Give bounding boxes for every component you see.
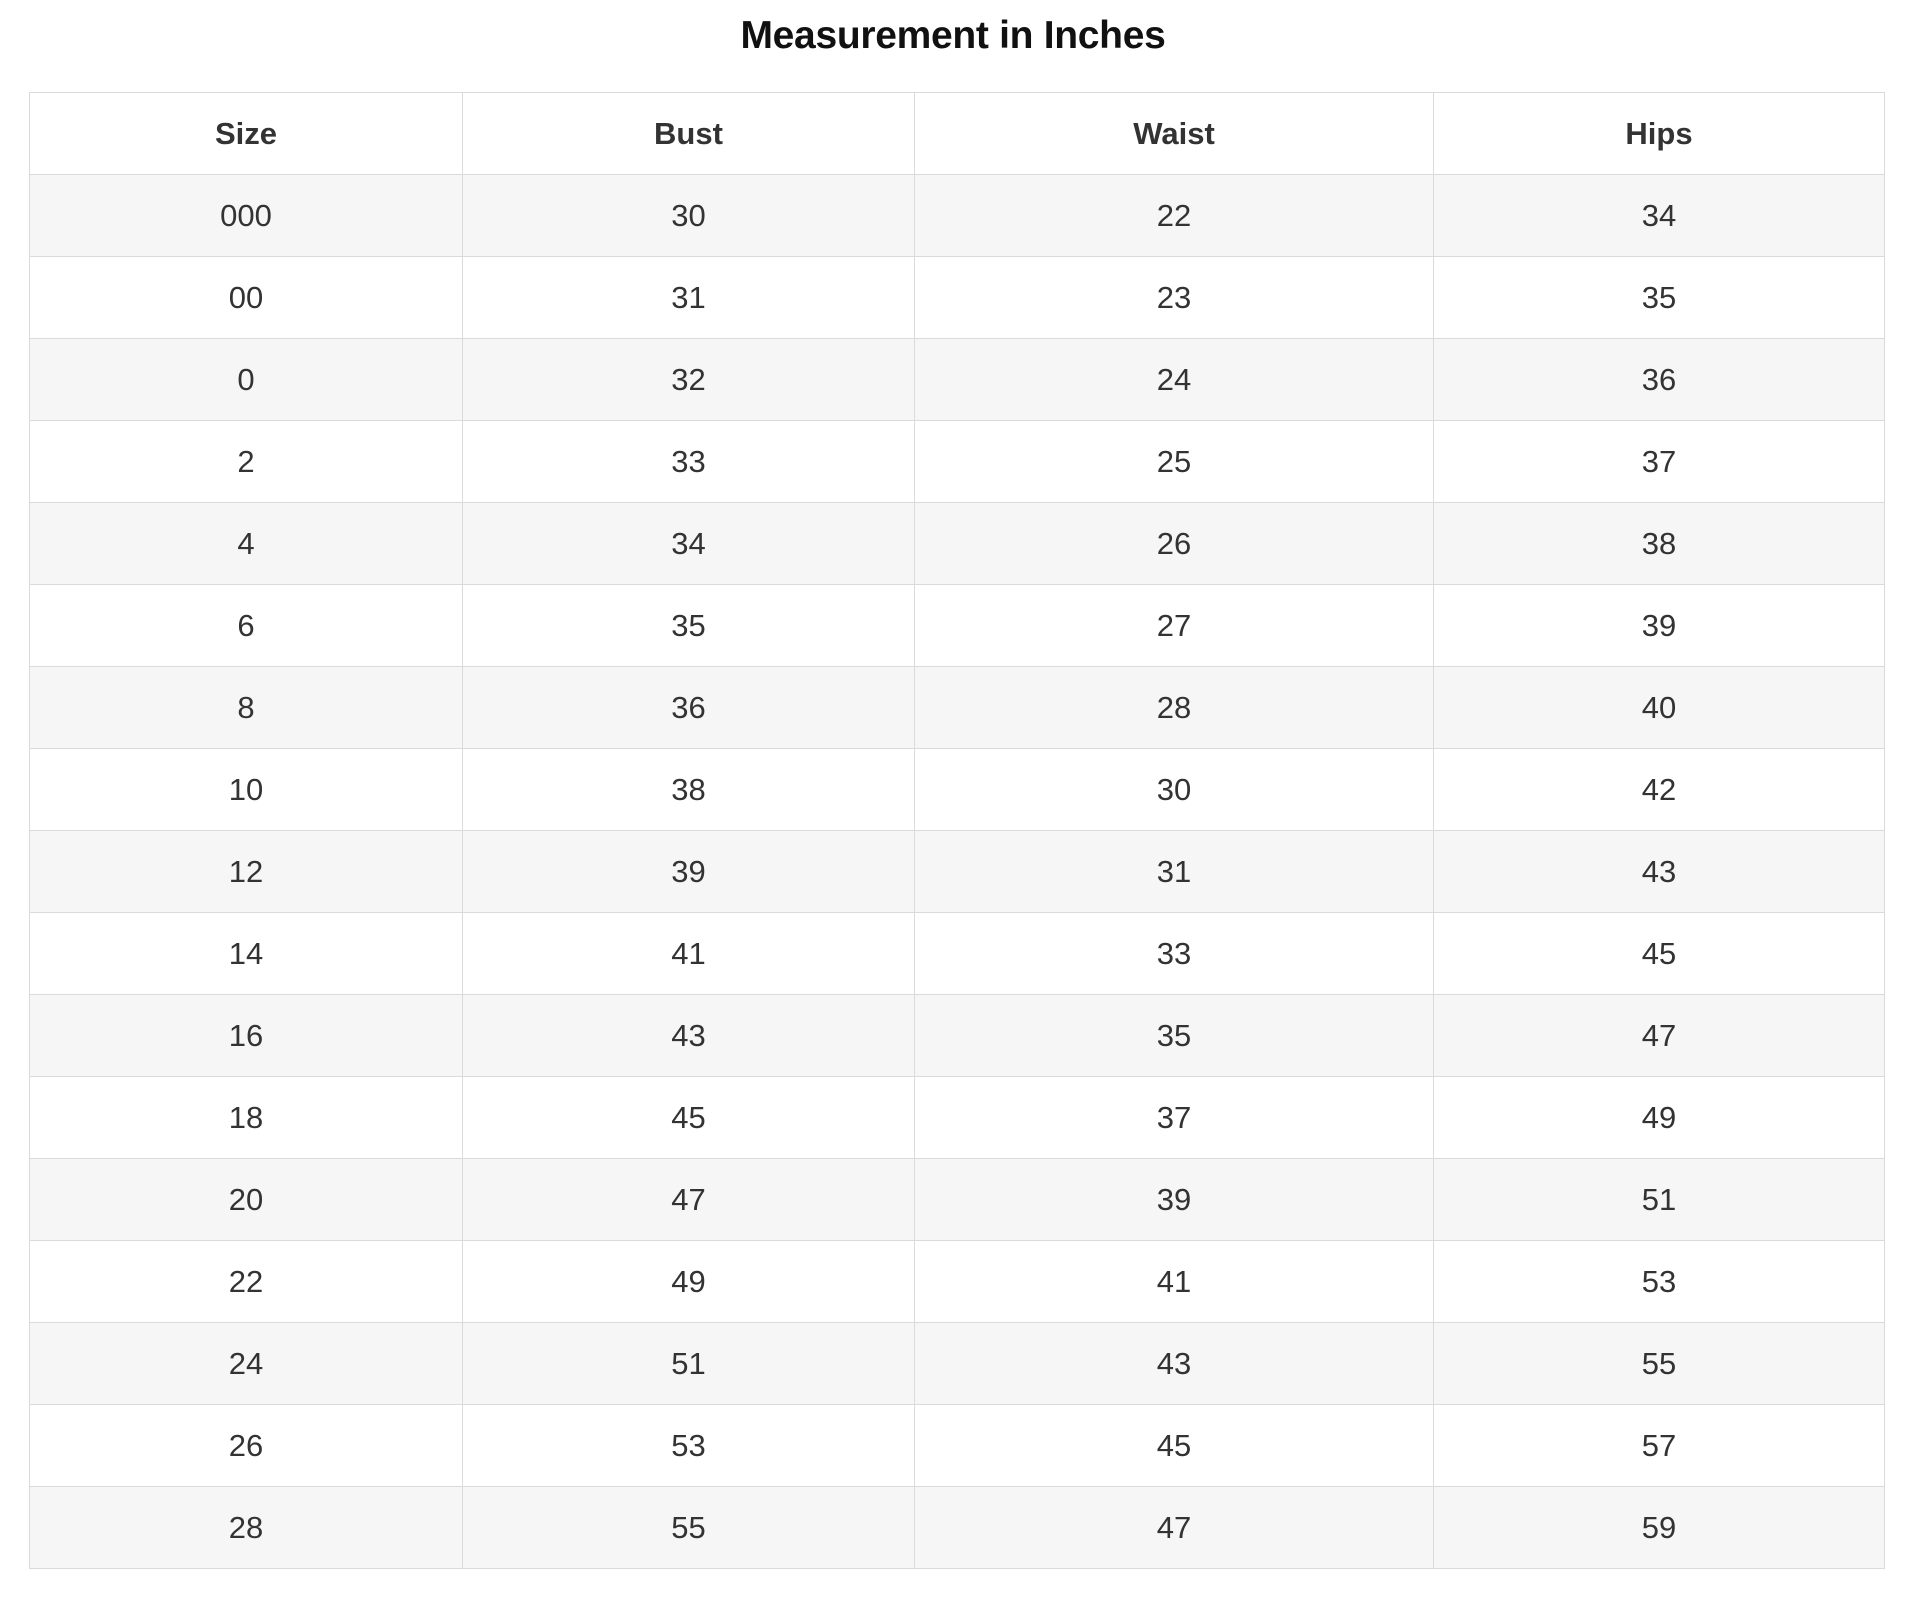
cell-waist: 26 bbox=[915, 503, 1434, 585]
table-row bbox=[30, 1159, 1885, 1241]
table-row bbox=[30, 421, 1885, 503]
cell-hips: 57 bbox=[1434, 1405, 1885, 1487]
table-row bbox=[30, 1241, 1885, 1323]
cell-waist: 33 bbox=[915, 913, 1434, 995]
cell-hips: 37 bbox=[1434, 421, 1885, 503]
cell-bust: 55 bbox=[463, 1487, 915, 1569]
cell-bust: 30 bbox=[463, 175, 915, 257]
table-row bbox=[30, 257, 1885, 339]
cell-waist: 23 bbox=[915, 257, 1434, 339]
cell-hips: 43 bbox=[1434, 831, 1885, 913]
cell-size: 16 bbox=[30, 995, 463, 1077]
cell-bust: 32 bbox=[463, 339, 915, 421]
table-row bbox=[30, 995, 1885, 1077]
table-row bbox=[30, 831, 1885, 913]
cell-waist: 39 bbox=[915, 1159, 1434, 1241]
cell-waist: 30 bbox=[915, 749, 1434, 831]
cell-size: 00 bbox=[30, 257, 463, 339]
table-row bbox=[30, 667, 1885, 749]
header-row bbox=[30, 93, 1885, 175]
page-title: Measurement in Inches bbox=[740, 14, 1166, 57]
cell-hips: 53 bbox=[1434, 1241, 1885, 1323]
cell-waist: 41 bbox=[915, 1241, 1434, 1323]
cell-hips: 40 bbox=[1434, 667, 1885, 749]
cell-bust: 43 bbox=[463, 995, 915, 1077]
table-row bbox=[30, 1323, 1885, 1405]
cell-size: 0 bbox=[30, 339, 463, 421]
cell-hips: 59 bbox=[1434, 1487, 1885, 1569]
cell-bust: 51 bbox=[463, 1323, 915, 1405]
cell-waist: 47 bbox=[915, 1487, 1434, 1569]
cell-waist: 28 bbox=[915, 667, 1434, 749]
table-row bbox=[30, 749, 1885, 831]
cell-bust: 35 bbox=[463, 585, 915, 667]
cell-bust: 34 bbox=[463, 503, 915, 585]
cell-bust: 33 bbox=[463, 421, 915, 503]
cell-hips: 39 bbox=[1434, 585, 1885, 667]
column-header-hips: Hips bbox=[1434, 93, 1885, 175]
cell-size: 20 bbox=[30, 1159, 463, 1241]
column-header-bust: Bust bbox=[463, 93, 915, 175]
cell-size: 26 bbox=[30, 1405, 463, 1487]
cell-waist: 37 bbox=[915, 1077, 1434, 1159]
cell-waist: 31 bbox=[915, 831, 1434, 913]
cell-hips: 55 bbox=[1434, 1323, 1885, 1405]
cell-size: 2 bbox=[30, 421, 463, 503]
cell-size: 18 bbox=[30, 1077, 463, 1159]
cell-size: 14 bbox=[30, 913, 463, 995]
cell-bust: 36 bbox=[463, 667, 915, 749]
cell-hips: 47 bbox=[1434, 995, 1885, 1077]
cell-hips: 34 bbox=[1434, 175, 1885, 257]
column-header-waist: Waist bbox=[915, 93, 1434, 175]
cell-size: 000 bbox=[30, 175, 463, 257]
cell-hips: 38 bbox=[1434, 503, 1885, 585]
cell-size: 8 bbox=[30, 667, 463, 749]
table-row bbox=[30, 1405, 1885, 1487]
size-chart-table bbox=[29, 92, 1885, 1569]
cell-size: 12 bbox=[30, 831, 463, 913]
cell-hips: 42 bbox=[1434, 749, 1885, 831]
cell-size: 24 bbox=[30, 1323, 463, 1405]
table-row bbox=[30, 585, 1885, 667]
cell-size: 22 bbox=[30, 1241, 463, 1323]
cell-hips: 51 bbox=[1434, 1159, 1885, 1241]
cell-size: 4 bbox=[30, 503, 463, 585]
cell-bust: 49 bbox=[463, 1241, 915, 1323]
column-header-size: Size bbox=[30, 93, 463, 175]
cell-bust: 31 bbox=[463, 257, 915, 339]
table-row bbox=[30, 1487, 1885, 1569]
table-row bbox=[30, 503, 1885, 585]
cell-waist: 43 bbox=[915, 1323, 1434, 1405]
table-body bbox=[30, 175, 1885, 1569]
cell-bust: 38 bbox=[463, 749, 915, 831]
cell-size: 10 bbox=[30, 749, 463, 831]
cell-waist: 22 bbox=[915, 175, 1434, 257]
cell-bust: 41 bbox=[463, 913, 915, 995]
table-row bbox=[30, 339, 1885, 421]
cell-waist: 24 bbox=[915, 339, 1434, 421]
cell-size: 28 bbox=[30, 1487, 463, 1569]
cell-hips: 36 bbox=[1434, 339, 1885, 421]
cell-waist: 27 bbox=[915, 585, 1434, 667]
cell-bust: 47 bbox=[463, 1159, 915, 1241]
table-header bbox=[30, 93, 1885, 175]
table-row bbox=[30, 175, 1885, 257]
cell-waist: 45 bbox=[915, 1405, 1434, 1487]
cell-waist: 25 bbox=[915, 421, 1434, 503]
cell-hips: 35 bbox=[1434, 257, 1885, 339]
cell-waist: 35 bbox=[915, 995, 1434, 1077]
cell-bust: 53 bbox=[463, 1405, 915, 1487]
cell-bust: 45 bbox=[463, 1077, 915, 1159]
table-row bbox=[30, 913, 1885, 995]
table-row bbox=[30, 1077, 1885, 1159]
cell-bust: 39 bbox=[463, 831, 915, 913]
cell-hips: 45 bbox=[1434, 913, 1885, 995]
cell-hips: 49 bbox=[1434, 1077, 1885, 1159]
cell-size: 6 bbox=[30, 585, 463, 667]
